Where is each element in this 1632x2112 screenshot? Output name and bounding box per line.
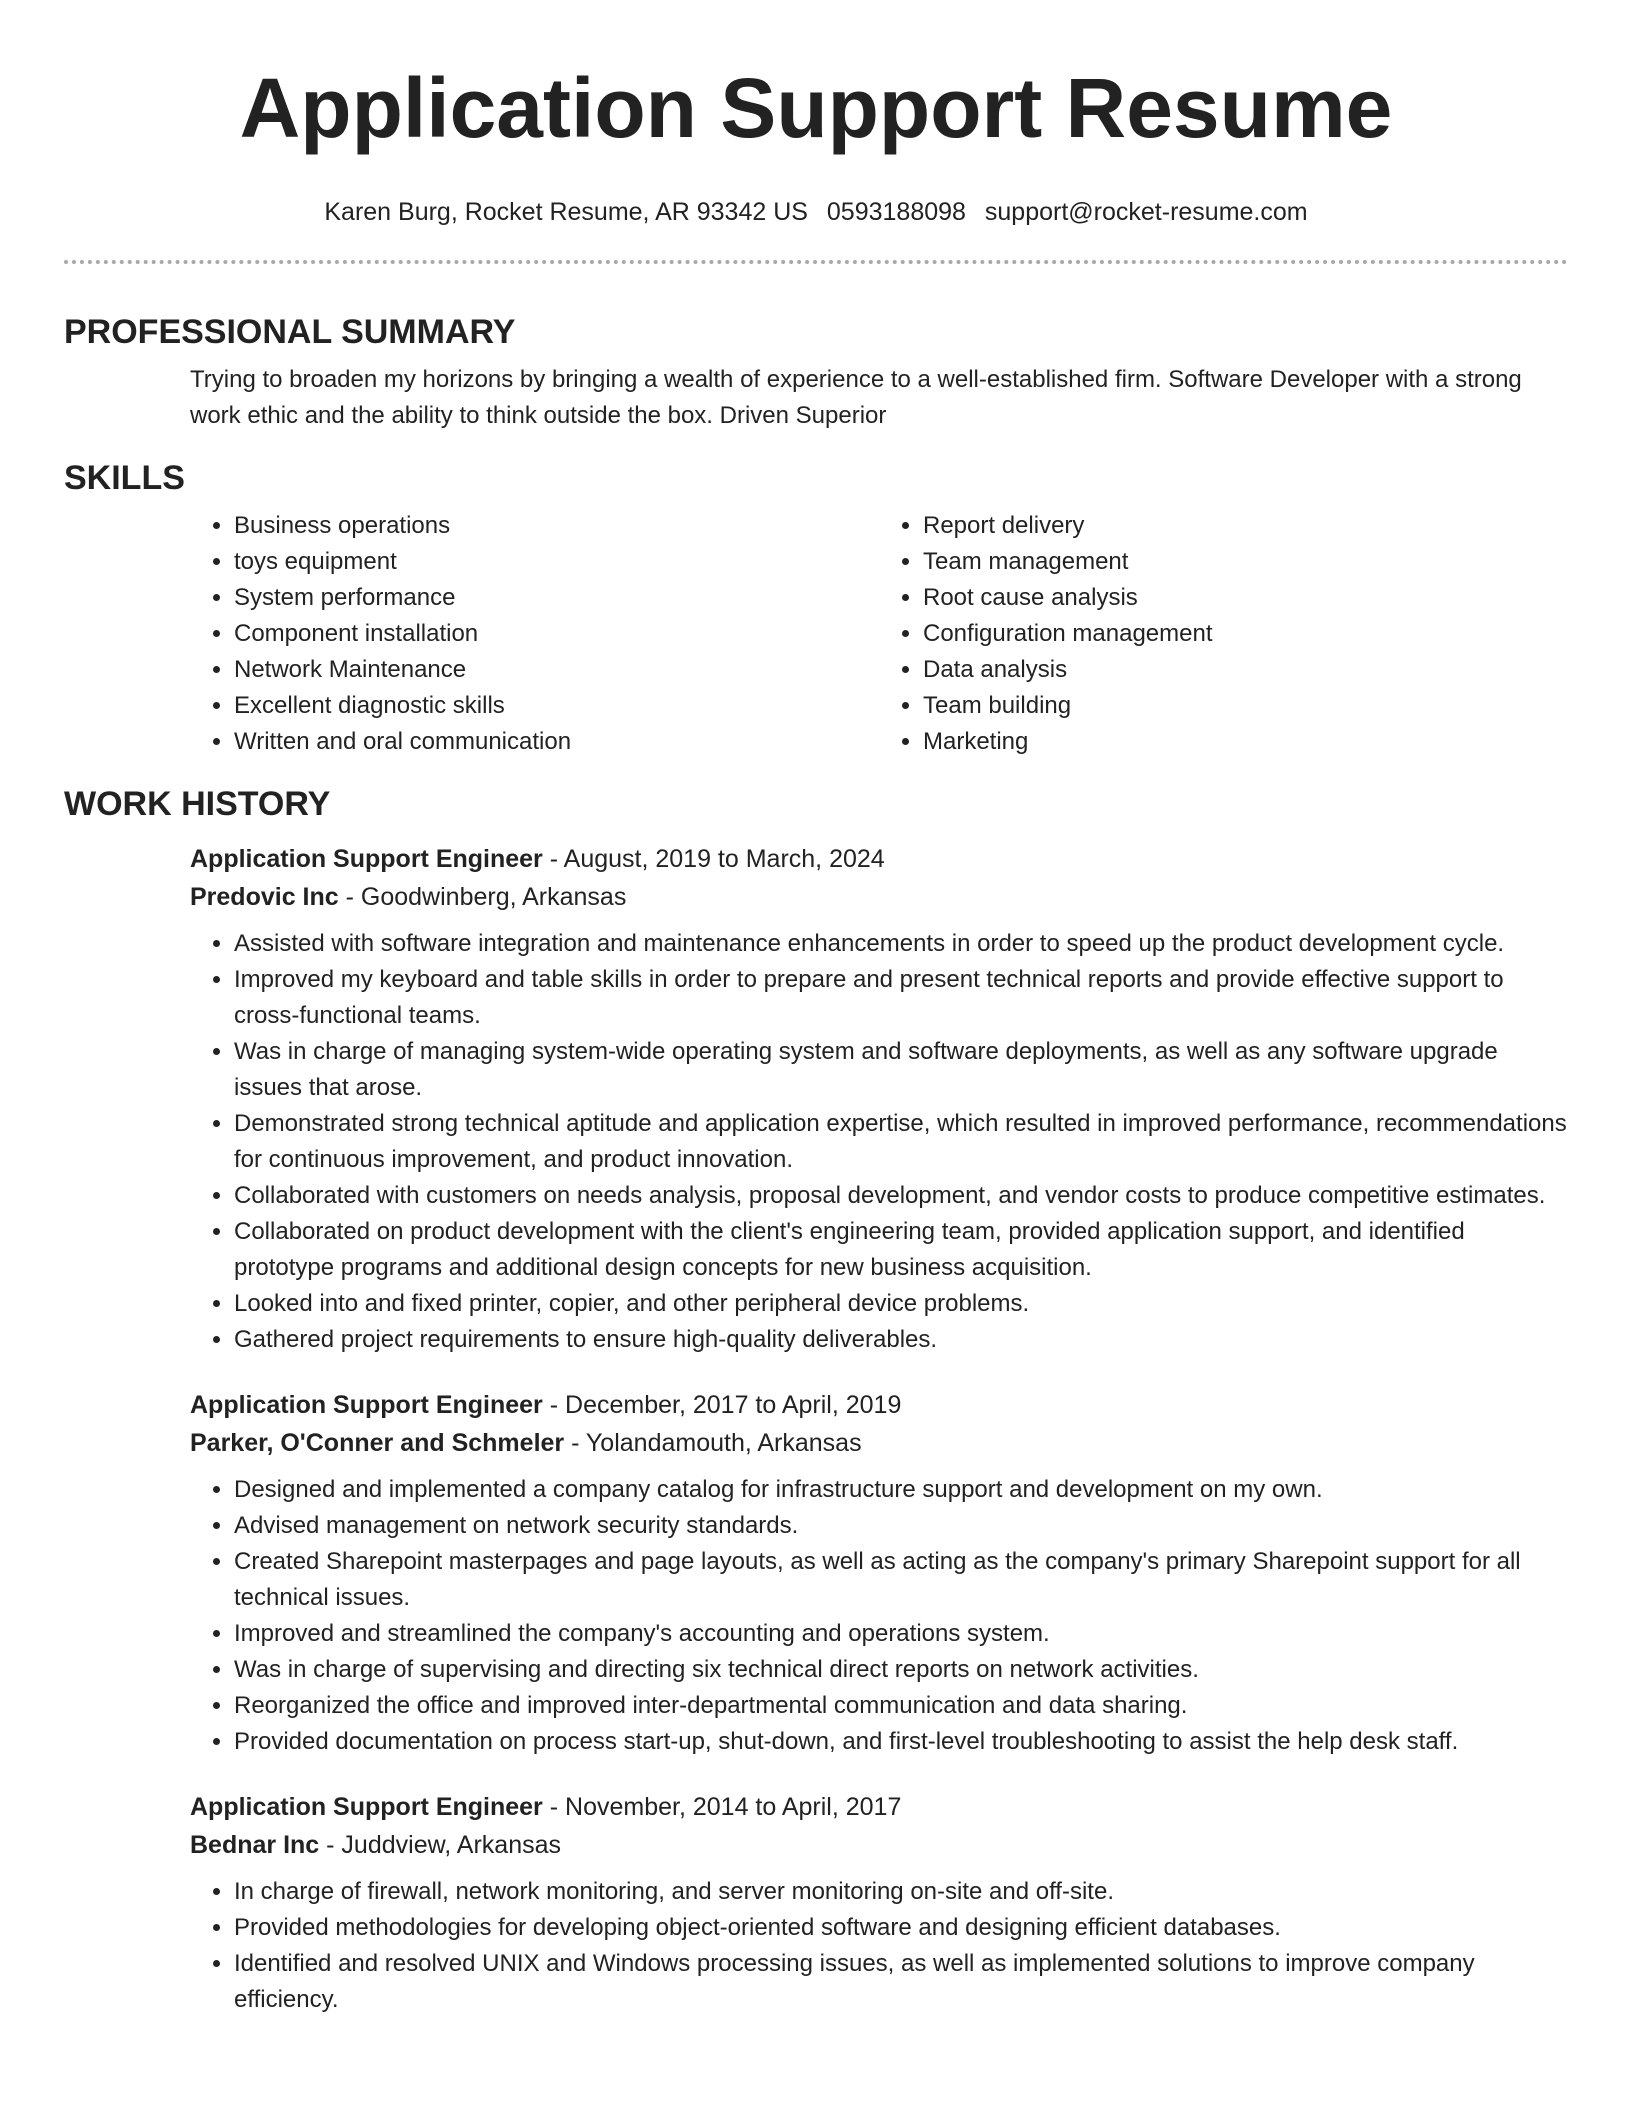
company-name: Bednar Inc [190,1831,320,1859]
skill-item: • Business operations [234,508,879,544]
skills-list-left [190,508,879,760]
company-line [190,1424,1568,1462]
job-bullet: • Reorganized the office and improved inter-departmental communication and data sharing. [234,1688,1568,1724]
skill-item: • Component installation [234,616,879,652]
skill-item: • Report delivery [923,508,1568,544]
skill-item: • Team management [923,544,1568,580]
job-bullet: • Was in charge of managing system-wide operating system and software deployments, as well as any software upgrade issues that arose. [234,1034,1568,1106]
contact-address: Karen Burg, Rocket Resume, AR 93342 US [324,198,808,226]
job-bullet: • Improved my keyboard and table skills in order to prepare and present technical reports and provide effective support to cross-functional teams. [234,962,1568,1034]
job-bullet: • In charge of firewall, network monitoring, and server monitoring on-site and off-site. [234,1874,1568,1910]
job-title: Application Support Engineer [190,845,543,873]
job-bullet: • Looked into and fixed printer, copier, and other peripheral device problems. [234,1286,1568,1322]
work-heading: WORK HISTORY [64,785,331,823]
job-bullet: • Designed and implemented a company catalog for infrastructure support and development on my own. [234,1472,1568,1508]
job-dates: - December, 2017 to April, 2019 [549,1391,902,1419]
job-bullet: • Advised management on network security standards. [234,1508,1568,1544]
skill-item: • Root cause analysis [923,580,1568,616]
job-bullet: • Demonstrated strong technical aptitude and application expertise, which resulted in improved performance, recommendations for continuous improvement, and product innovation. [234,1106,1568,1178]
skills-heading: SKILLS [64,459,185,497]
job-bullet: • Assisted with software integration and maintenance enhancements in order to speed up the product development cycle. [234,926,1568,962]
job-bullet: • Identified and resolved UNIX and Windows processing issues, as well as implemented solutions to improve company efficiency. [234,1946,1568,2018]
skills-columns [64,508,1568,760]
company-name: Parker, O'Conner and Schmeler [190,1429,565,1457]
skills-section [64,456,1568,760]
company-location: - Goodwinberg, Arkansas [345,883,627,911]
skill-item: • Configuration management [923,616,1568,652]
job-bullet: • Collaborated with customers on needs analysis, proposal development, and vendor costs to produce competitive estimates. [234,1178,1568,1214]
job-bullet: • Improved and streamlined the company's accounting and operations system. [234,1616,1568,1652]
job-entry [190,840,1568,1358]
company-line [190,878,1568,916]
summary-text: Trying to broaden my horizons by bringing a wealth of experience to a well-established firm. Software Developer with a strong work ethic and the ability to think outside the box. Driven Superior [190,366,1522,429]
jobs-list [64,840,1568,2018]
job-bullet: • Collaborated on product development with the client's engineering team, provided application support, and identified prototype programs and additional design concepts for new business acquisition. [234,1214,1568,1286]
skill-item: • Team building [923,688,1568,724]
job-bullets [190,1472,1568,1760]
job-dates: - August, 2019 to March, 2024 [549,845,885,873]
company-location: - Juddview, Arkansas [326,1831,561,1859]
job-title: Application Support Engineer [190,1793,543,1821]
skill-item: • toys equipment [234,544,879,580]
page-title: Application Support Resume [239,61,1393,155]
summary-heading: PROFESSIONAL SUMMARY [64,313,516,351]
company-line [190,1826,1568,1864]
job-title-line [190,840,1568,878]
job-bullets [190,1874,1568,2018]
skills-list-right [879,508,1568,760]
skill-item: • Network Maintenance [234,652,879,688]
job-bullet: • Created Sharepoint masterpages and page layouts, as well as acting as the company's primary Sharepoint support for all technical issues. [234,1544,1568,1616]
job-entry [190,1386,1568,1760]
skill-item: • Marketing [923,724,1568,760]
job-bullet: • Was in charge of supervising and directing six technical direct reports on network activities. [234,1652,1568,1688]
contact-phone: 0593188098 [826,198,966,226]
skill-item: • Excellent diagnostic skills [234,688,879,724]
skill-item: • Written and oral communication [234,724,879,760]
skill-item: • Data analysis [923,652,1568,688]
job-title-line [190,1386,1568,1424]
contact-email: support@rocket-resume.com [984,198,1308,226]
job-title: Application Support Engineer [190,1391,543,1419]
job-bullet: • Provided documentation on process start-up, shut-down, and first-level troubleshooting to assist the help desk staff. [234,1724,1568,1760]
summary-section [64,310,1568,434]
job-bullet: • Gathered project requirements to ensure high-quality deliverables. [234,1322,1568,1358]
job-entry [190,1788,1568,2018]
contact-line [64,196,1568,228]
job-title-line [190,1788,1568,1826]
job-bullet: • Provided methodologies for developing object-oriented software and designing efficient databases. [234,1910,1568,1946]
work-section [64,782,1568,2018]
header-divider [64,260,1568,264]
company-name: Predovic Inc [190,883,339,911]
job-bullets [190,926,1568,1358]
job-dates: - November, 2014 to April, 2017 [549,1793,902,1821]
company-location: - Yolandamouth, Arkansas [571,1429,862,1457]
skill-item: • System performance [234,580,879,616]
